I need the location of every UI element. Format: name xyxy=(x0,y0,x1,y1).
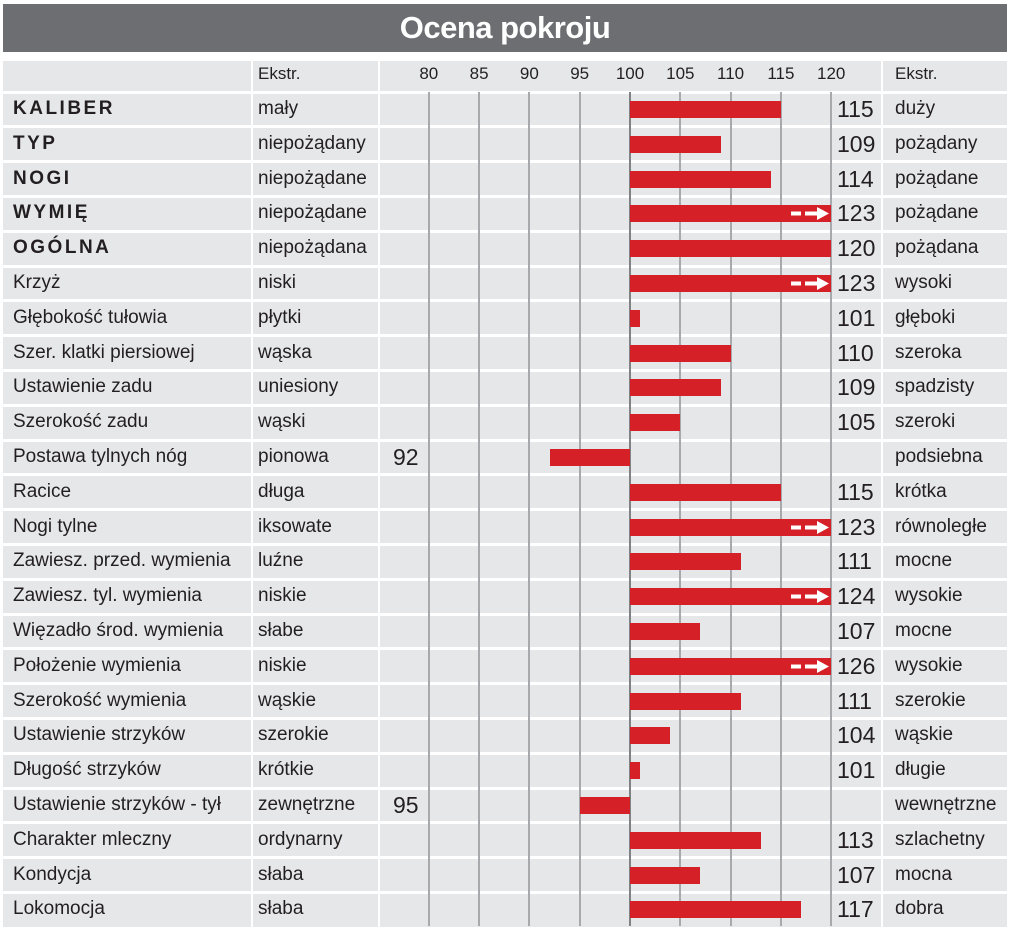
low-extreme-label: szerokie xyxy=(258,724,329,746)
high-extreme-label: podsiebna xyxy=(895,446,983,467)
trait-name: Charakter mleczny xyxy=(13,828,172,850)
high-extreme-label: pożądane xyxy=(895,202,979,224)
low-extreme-label: mały xyxy=(258,98,299,119)
bar xyxy=(630,901,801,918)
high-extreme-label: pożądany xyxy=(895,132,978,154)
x-tick-label: 100 xyxy=(615,64,645,83)
high-extreme-label: pożądane xyxy=(895,167,979,189)
value-label: 95 xyxy=(393,792,419,818)
bar xyxy=(630,832,761,849)
overflow-arrow-icon xyxy=(787,205,831,222)
x-tick-label: 120 xyxy=(817,64,846,83)
bar xyxy=(630,171,771,188)
x-tick-label: 115 xyxy=(767,64,795,83)
value-label: 120 xyxy=(837,235,876,262)
high-extreme-label: wewnętrzne xyxy=(895,794,997,815)
high-extreme-label: dobra xyxy=(895,898,944,920)
low-extreme-label: niepożądana xyxy=(258,237,367,259)
trait-name: Zawiesz. tyl. wymienia xyxy=(13,585,202,607)
trait-name: Racice xyxy=(13,480,72,502)
value-label: 109 xyxy=(837,130,876,157)
x-tick-label: 110 xyxy=(717,64,745,83)
bar xyxy=(630,101,781,118)
trait-name: Długość strzyków xyxy=(13,759,161,781)
trait-name: Ustawienie strzyków xyxy=(13,724,186,746)
trait-name: OGÓLNA xyxy=(13,237,112,259)
low-extreme-label: słaba xyxy=(258,863,304,885)
trait-name: Więzadło środ. wymienia xyxy=(13,620,224,641)
low-extreme-label: krótkie xyxy=(258,759,314,781)
low-extreme-label: niski xyxy=(258,272,297,293)
trait-name: Szerokość zadu xyxy=(13,411,149,433)
value-label: 111 xyxy=(837,548,872,575)
value-label: 115 xyxy=(837,96,874,122)
low-extreme-label: długa xyxy=(258,480,305,502)
trait-name: Szerokość wymienia xyxy=(13,689,187,711)
bar xyxy=(630,136,721,153)
high-extreme-header: Ekstr. xyxy=(895,64,938,83)
value-label: 113 xyxy=(837,826,874,853)
low-extreme-label: niepożądane xyxy=(258,167,367,189)
high-extreme-label: krótka xyxy=(895,480,947,502)
low-extreme-label: niepożądany xyxy=(258,132,366,154)
value-label: 115 xyxy=(837,478,874,505)
chart-title: Ocena pokroju xyxy=(3,4,1007,52)
trait-name: Krzyż xyxy=(13,272,61,293)
trait-name: Lokomocja xyxy=(13,898,105,920)
bar xyxy=(630,310,640,327)
high-extreme-label: szeroka xyxy=(895,341,962,363)
low-extreme-label: zewnętrzne xyxy=(258,794,356,815)
column-divider xyxy=(251,61,253,927)
x-tick-label: 85 xyxy=(469,64,489,83)
bar xyxy=(630,553,741,570)
high-extreme-label: spadzisty xyxy=(895,376,975,398)
value-label: 117 xyxy=(837,896,874,923)
low-extreme-label: słabe xyxy=(258,620,304,641)
low-extreme-header: Ekstr. xyxy=(258,64,301,83)
trait-name: Postawa tylnych nóg xyxy=(13,446,188,467)
value-label: 114 xyxy=(837,165,874,192)
trait-name: Kondycja xyxy=(13,863,92,885)
column-divider xyxy=(378,61,380,927)
trait-name: Położenie wymienia xyxy=(13,654,181,676)
low-extreme-label: niepożądane xyxy=(258,202,367,224)
high-extreme-label: szlachetny xyxy=(895,828,985,850)
column-divider xyxy=(881,61,883,927)
overflow-arrow-icon xyxy=(787,519,831,536)
value-label: 92 xyxy=(393,444,419,470)
low-extreme-label: uniesiony xyxy=(258,376,339,398)
low-extreme-label: płytki xyxy=(258,306,302,328)
bar xyxy=(630,240,831,257)
bar xyxy=(580,797,630,814)
high-extreme-label: wysoki xyxy=(895,272,953,293)
value-label: 109 xyxy=(837,374,876,401)
high-extreme-label: wysokie xyxy=(895,654,963,676)
x-tick-label: 105 xyxy=(666,64,695,83)
high-extreme-label: mocna xyxy=(895,863,953,885)
trait-name: Głębokość tułowia xyxy=(13,306,168,328)
low-extreme-label: pionowa xyxy=(258,446,329,467)
trait-name: Nogi tylne xyxy=(13,515,98,537)
gridline-85 xyxy=(478,92,480,926)
low-extreme-label: niskie xyxy=(258,654,307,676)
trait-name: KALIBER xyxy=(13,98,115,119)
high-extreme-label: wąskie xyxy=(895,724,954,746)
gridline-90 xyxy=(528,92,530,926)
value-label: 101 xyxy=(837,304,876,331)
value-label: 107 xyxy=(837,861,876,888)
value-label: 123 xyxy=(837,270,876,296)
gridline-80 xyxy=(428,92,430,926)
high-extreme-label: duży xyxy=(895,98,936,119)
value-label: 105 xyxy=(837,409,876,436)
high-extreme-label: szerokie xyxy=(895,689,966,711)
high-extreme-label: wysokie xyxy=(895,585,963,607)
bar xyxy=(630,345,731,362)
value-label: 111 xyxy=(837,687,872,714)
value-label: 123 xyxy=(837,200,876,227)
overflow-arrow-icon xyxy=(787,658,831,675)
bar xyxy=(630,867,700,884)
bar xyxy=(630,693,741,710)
trait-name: TYP xyxy=(13,132,58,154)
trait-name: Szer. klatki piersiowej xyxy=(13,341,195,363)
trait-name: NOGI xyxy=(13,167,72,189)
low-extreme-label: wąskie xyxy=(258,689,317,711)
bar xyxy=(630,379,721,396)
overflow-arrow-icon xyxy=(787,588,831,605)
bar xyxy=(630,414,680,431)
bar xyxy=(630,762,640,779)
low-extreme-label: luźne xyxy=(258,550,304,572)
trait-name: WYMIĘ xyxy=(13,202,90,224)
value-label: 110 xyxy=(837,339,874,366)
high-extreme-label: głęboki xyxy=(895,306,956,328)
bar xyxy=(550,449,630,466)
low-extreme-label: ordynarny xyxy=(258,828,343,850)
bar xyxy=(630,484,781,501)
x-tick-label: 95 xyxy=(570,64,590,83)
value-label: 101 xyxy=(837,757,876,784)
x-tick-label: 80 xyxy=(419,64,439,83)
overflow-arrow-icon xyxy=(787,275,831,292)
high-extreme-label: mocne xyxy=(895,550,953,572)
high-extreme-label: mocne xyxy=(895,620,953,641)
trait-name: Ustawienie strzyków - tył xyxy=(13,794,221,815)
low-extreme-label: iksowate xyxy=(258,515,332,537)
value-label: 126 xyxy=(837,652,876,679)
low-extreme-label: wąska xyxy=(258,341,312,363)
bar xyxy=(630,623,700,640)
value-label: 123 xyxy=(837,513,876,540)
low-extreme-label: wąski xyxy=(258,411,306,433)
value-label: 107 xyxy=(837,618,876,644)
trait-name: Zawiesz. przed. wymienia xyxy=(13,550,231,572)
high-extreme-label: szeroki xyxy=(895,411,956,433)
x-tick-label: 90 xyxy=(519,64,539,83)
high-extreme-label: równoległe xyxy=(895,515,987,537)
low-extreme-label: słaba xyxy=(258,898,304,920)
bar xyxy=(630,727,670,744)
value-label: 124 xyxy=(837,583,876,610)
high-extreme-label: długie xyxy=(895,759,946,781)
trait-name: Ustawienie zadu xyxy=(13,376,153,398)
low-extreme-label: niskie xyxy=(258,585,307,607)
high-extreme-label: pożądana xyxy=(895,237,979,259)
value-label: 104 xyxy=(837,722,876,749)
